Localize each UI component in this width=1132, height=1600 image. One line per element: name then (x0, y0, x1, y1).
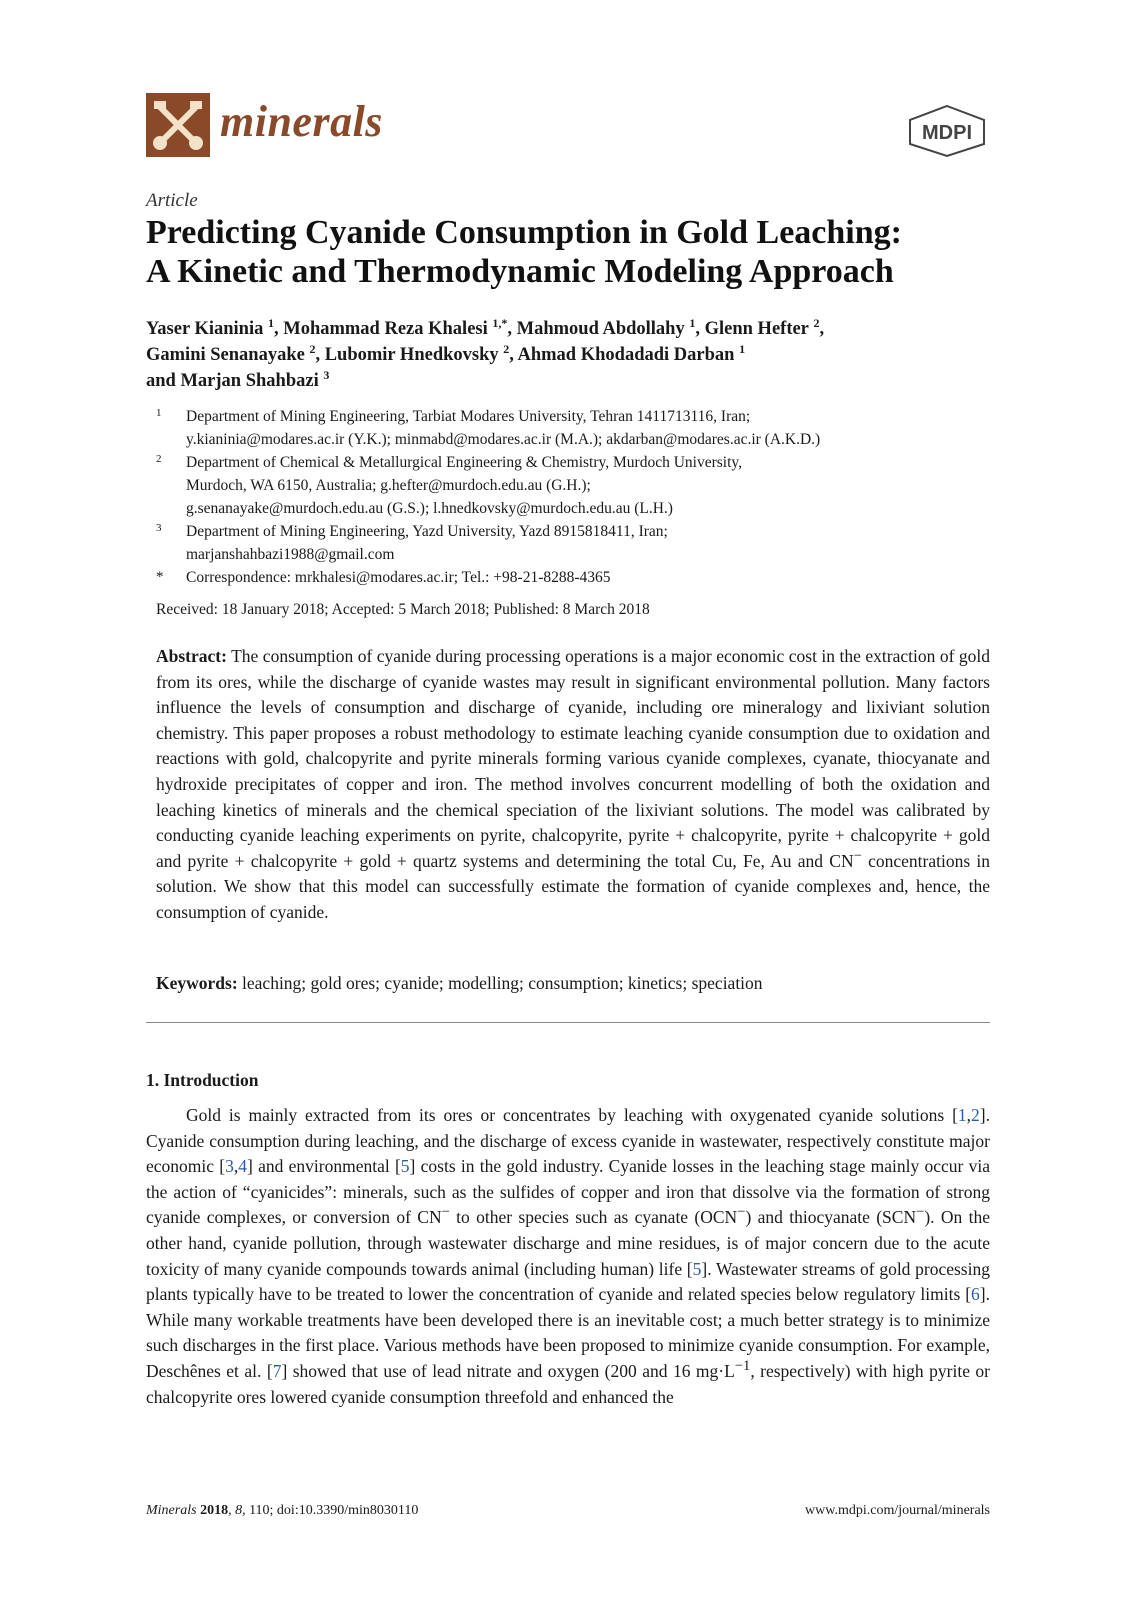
affiliation-line[interactable]: g.senanayake@murdoch.edu.au (G.S.); l.hnedkovsky@murdoch.edu.au (L.H.) (186, 500, 673, 517)
author-name[interactable]: Mohammad Reza Khalesi (283, 319, 488, 339)
text-run: , (233, 1156, 239, 1177)
intro-paragraph (146, 1103, 990, 1410)
footer-doi[interactable]: , 110; doi:10.3390/min8030110 (242, 1503, 419, 1518)
citation-link[interactable]: 3 (225, 1156, 234, 1177)
author-affil: 1 (689, 315, 696, 330)
author-name[interactable]: Glenn Hefter (704, 319, 809, 339)
text-run: ] and environmental [ (247, 1156, 401, 1177)
title-line: Predicting Cyanide Consumption in Gold Leaching: (146, 214, 902, 251)
section-heading: 1. Introduction (146, 1070, 259, 1090)
affiliation-item (146, 520, 1006, 566)
keywords-label: Keywords: (156, 973, 238, 993)
footer-url[interactable]: www.mdpi.com/journal/minerals (805, 1503, 990, 1518)
author-affil: 1 (267, 315, 274, 330)
superscript: − (737, 1204, 746, 1221)
author-affil: 2 (813, 315, 820, 330)
affiliation-line[interactable]: Murdoch, WA 6150, Australia; g.hefter@murdoch.edu.au (G.H.); (186, 477, 591, 494)
abstract-label: Abstract: (156, 646, 227, 666)
footer-citation: Minerals 2018, 8, 110; doi:10.3390/min8030110 (146, 1503, 419, 1518)
divider (146, 1022, 990, 1023)
affiliation-line: Department of Chemical & Metallurgical Engineering & Chemistry, Murdoch University, (186, 454, 743, 471)
superscript: −1 (734, 1358, 751, 1375)
text-run: Gold is mainly extracted from its ores or concentrates by leaching with oxygenated cyanide solutions [ (186, 1105, 958, 1125)
affiliation-mark: 1 (156, 407, 162, 419)
footer-volume: 8 (235, 1503, 243, 1518)
author-line: Gamini Senanayake $^2$, Lubomir Hnedkovsky $^2$, Ahmad Khodadadi Darban $^1$ (146, 341, 746, 365)
correspondence-line[interactable]: Correspondence: mrkhalesi@modares.ac.ir; Tel.: +98-21-8288-4365 (186, 569, 611, 586)
author-name[interactable]: Mahmoud Abdollahy (516, 319, 685, 339)
affiliation-line[interactable]: marjanshahbazi1988@gmail.com (186, 546, 395, 563)
citation-link[interactable]: 5 (692, 1258, 702, 1279)
publication-dates: Received: 18 January 2018; Accepted: 5 March 2018; Published: 8 March 2018 (156, 601, 650, 618)
article-type: Article (146, 190, 198, 211)
text-run: ] costs in the gold industry. Cyanide losses in the leaching stage mainly occur via the action of “cyanicides”: minerals, such as the sulfides of copper and iron that dissolve via the formation of strong cyanide complexes, or conversion of CN (146, 1156, 990, 1228)
text-run: to other species such as cyanate (OCN (449, 1207, 738, 1228)
citation-link[interactable]: 6 (971, 1284, 980, 1305)
affiliation-item (146, 451, 1006, 520)
text-run: ]. Cyanide consumption during leaching, and the discharge of excess cyanide in wastewater, respectively constitute major economic [ (146, 1105, 990, 1177)
author-name[interactable]: Yaser Kianinia (146, 319, 264, 339)
keywords-text: leaching; gold ores; cyanide; modelling; consumption; kinetics; speciation (237, 973, 763, 993)
author-affil: 3 (323, 367, 330, 382)
affiliations (146, 405, 1006, 589)
abstract (156, 644, 990, 926)
text-run: , (966, 1105, 972, 1125)
citation-link[interactable]: 4 (238, 1156, 247, 1177)
keywords (156, 973, 990, 994)
author-affil: 2 (309, 341, 316, 356)
abstract-text: The consumption of cyanide during processing operations is a major economic cost in the extraction of gold from its ores, while the discharge of cyanide wastes may result in significant environmental pollution. Many factors influence the levels of consumption and discharge of cyanide, including ore mineralogy and lixiviant solution chemistry. This paper proposes a robust methodology to estimate leaching cyanide consumption due to oxidation and reactions with gold, chalcopyrite and pyrite minerals forming various cyanide complexes, cyanate, thiocyanate and hydroxide precipitates of copper and iron. The method involves concurrent modelling of both the oxidation and leaching kinetics of minerals and the chemical speciation of the lixiviant solutions. The model was calibrated by conducting cyanide leaching experiments on pyrite, chalcopyrite, pyrite + chalcopyrite, pyrite + chalcopyrite + gold and pyrite + chalcopyrite + gold + quartz systems and determining the total Cu, Fe, Au and CN (156, 646, 990, 871)
citation-link[interactable]: 7 (272, 1360, 282, 1381)
affiliation-item (146, 566, 1006, 589)
author-name[interactable]: Lubomir Hnedkovsky (324, 345, 499, 365)
author-line: Yaser Kianinia $^1$, Mohammad Reza Khalesi $^{1,*}$, Mahmoud Abdollahy $^1$, Glenn Hefter $^2$, (146, 315, 825, 339)
author-name[interactable]: Gamini Senanayake (146, 345, 305, 365)
author-name[interactable]: Ahmad Khodadadi Darban (517, 345, 735, 365)
text-run: , respectively) with high pyrite or chalcopyrite ores lowered cyanide consumption threefold and enhanced the (146, 1360, 990, 1407)
author-name[interactable]: Marjan Shahbazi (180, 371, 319, 391)
text-run: ] showed that use of lead nitrate and oxygen (200 and 16 mg·L (281, 1360, 735, 1381)
author-line (146, 368, 1006, 394)
superscript: − (916, 1204, 925, 1221)
paper-title (146, 213, 1006, 291)
affiliation-line: Department of Mining Engineering, Yazd University, Yazd 8915818411, Iran; (186, 523, 668, 540)
journal-logo-icon (146, 93, 210, 157)
title-line: A Kinetic and Thermodynamic Modeling Approach (146, 253, 894, 290)
author-affil: 2 (503, 341, 510, 356)
author-affil: 1 (739, 341, 746, 356)
text-run: ). On the other hand, cyanide pollution, through wastewater discharge and mine residues, is of major concern due to the acute toxicity of many cyanide compounds towards animal (including human) life [ (146, 1207, 990, 1279)
citation-link[interactable]: 5 (400, 1156, 410, 1177)
affiliation-mark: 2 (156, 453, 162, 465)
journal-name: minerals (220, 97, 383, 146)
affiliation-mark: * (156, 569, 164, 585)
footer-year: 2018 (200, 1503, 229, 1518)
author-list (146, 316, 1006, 394)
superscript: − (441, 1204, 450, 1221)
citation-link[interactable]: 1 (957, 1105, 967, 1125)
text-run: ]. While many workable treatments have been developed there is an inevitable cost; a much better strategy is to minimize such discharges in the first place. Various methods have been proposed to minimize cyanide consumption. For example, Deschênes et al. [ (146, 1284, 990, 1381)
citation-link[interactable]: 2 (971, 1105, 980, 1125)
text-run: ]. Wastewater streams of gold processing plants typically have to be treated to lower the concentration of cyanide and related species below regulatory limits [ (146, 1258, 990, 1305)
affiliation-line: Department of Mining Engineering, Tarbiat Modares University, Tehran 1411713116, Iran; (186, 408, 751, 425)
authors-and: and (146, 371, 176, 391)
affiliation-mark: 3 (156, 522, 162, 534)
publisher-logo (906, 104, 988, 158)
affiliation-item (146, 405, 1006, 451)
text-run: ) and thiocyanate (SCN (745, 1207, 917, 1228)
superscript: − (853, 847, 862, 864)
publisher-name: MDPI (922, 122, 972, 144)
abstract-text: concentrations in solution. We show that this model can successfully estimate the formation of cyanide complexes and, hence, the consumption of cyanide. (156, 850, 991, 922)
footer-journal: Minerals (146, 1503, 197, 1518)
author-affil: 1,* (492, 315, 508, 330)
affiliation-line[interactable]: y.kianinia@modares.ac.ir (Y.K.); minmabd@modares.ac.ir (M.A.); akdarban@modares.ac.ir (A.K.D.) (186, 431, 821, 448)
